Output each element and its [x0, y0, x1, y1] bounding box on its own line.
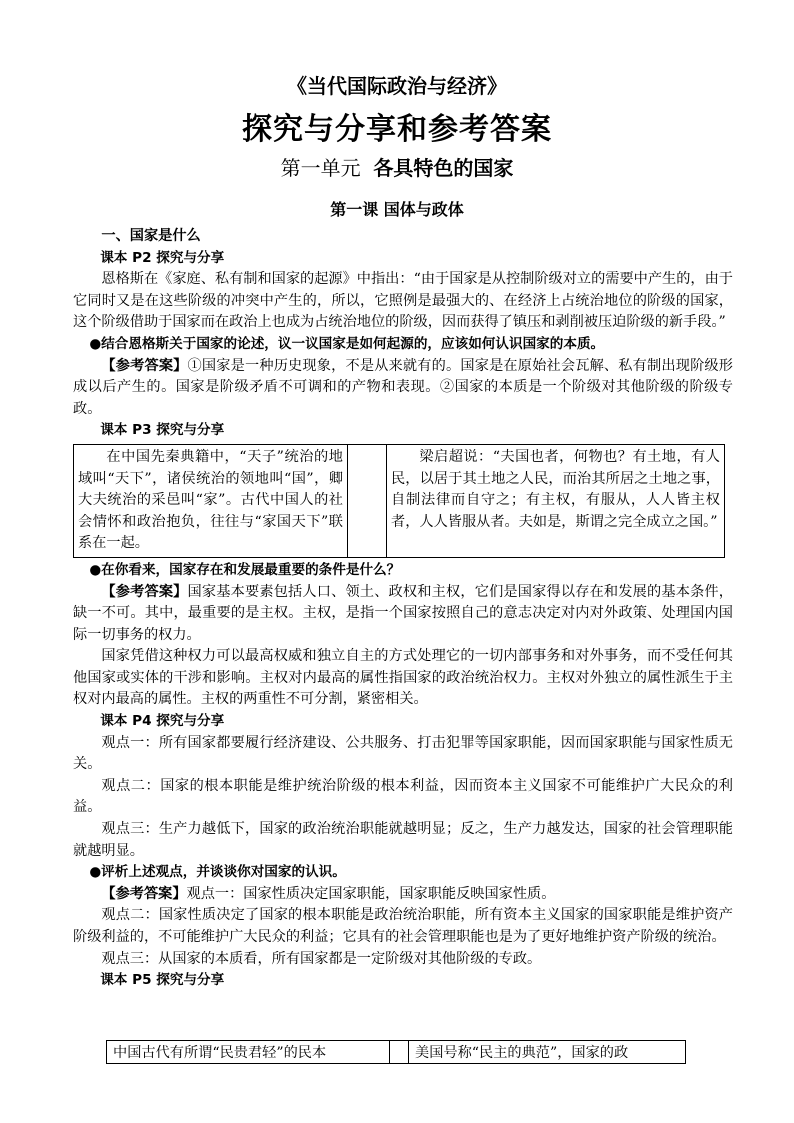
p5-heading: 课本 P5 探究与分享 — [100, 972, 225, 989]
p4-answer-2: 观点二：国家性质决定了国家的根本职能是政治统治职能，所有资本主义国家的国家职能是维护资产阶级利益的，不可能维护广大民众的利益；它具有的社会管理职能也是为了更好地维护资产阶级的统治。 — [73, 907, 733, 945]
table-spacer — [348, 444, 387, 557]
answer-tag: 【参考答案】 — [101, 357, 188, 374]
book-title: 《当代国际政治与经济》 — [287, 74, 507, 98]
p3-quote-left: 在中国先秦典籍中，“天子”统治的地域叫“天下”，诸侯统治的领地叫“国”，卿大夫统治的采邑叫“家”。古代中国人的社会情怀和政治抱负，往往与“家国天下”联系在一起。 — [78, 448, 343, 552]
p2-heading: 课本 P2 探究与分享 — [100, 249, 225, 266]
section-heading: 一、国家是什么 — [101, 228, 201, 244]
document-body — [73, 226, 733, 992]
p3-answer-2: 国家凭借这种权力可以最高权威和独立自主的方式处理它的一切内部事务和对外事务，而不受任何其他国家或实体的干涉和影响。主权对内最高的属性指国家的政治统治权力。主权对外独立的属性派生于主权对内最高的属性。主权的两重性不可分割，紧密相关。 — [73, 648, 733, 708]
p3-quote-table — [73, 444, 725, 558]
p4-view-2: 观点二：国家的根本职能是维护统治阶级的根本利益，因而资本主义国家不可能维护广大民众的利益。 — [73, 777, 733, 816]
answer-tag: 【参考答案】 — [101, 885, 187, 902]
p3-quote-left-cell — [74, 444, 348, 557]
p4-view-1: 观点一：所有国家都要履行经济建设、公共服务、打击犯罪等国家职能，因而国家职能与国家性质无关。 — [73, 734, 733, 773]
p4-question: ●评析上述观点，并谈谈你对国家的认识。 — [89, 864, 346, 881]
answer-text: 国家基本要素包括人口、领土、政权和主权，它们是国家得以存在和发展的基本条件，缺一不可。其中，最重要的是主权。主权，是指一个国家按照自己的意志决定对内对外政策、处理国内国际一切事务的权力。 — [73, 583, 733, 643]
answer-text: 观点一：国家性质决定国家职能，国家职能反映国家性质。 — [186, 885, 556, 902]
p5-quote-right: 美国号称“民主的典范”，国家的政 — [409, 1041, 686, 1064]
unit-name: 各具特色的国家 — [373, 156, 514, 180]
unit-number: 第一单元 — [280, 156, 361, 180]
unit-title — [0, 152, 794, 181]
p3-answer-1 — [73, 582, 733, 647]
p5-quote-table — [106, 1040, 686, 1064]
p3-quote-right: 梁启超说：“夫国也者，何物也？有土地，有人民，以居于其土地之人民，而治其所居之土地之事，自制法律而自守之；有主权，有服从，人人皆主权者，人人皆服从者。夫如是，斯谓之完全成立之国。” — [391, 448, 720, 530]
answer-tag: 【参考答案】 — [101, 583, 188, 600]
p4-heading: 课本 P4 探究与分享 — [100, 713, 225, 730]
answer-text: ①国家是一种历史现象，不是从来就有的。国家是在原始社会瓦解、私有制出现阶级形成以后产生的。国家是阶级矛盾不可调和的产物和表现。②国家的本质是一个阶级对其他阶级的阶级专政。 — [73, 357, 733, 417]
p4-answer-3: 观点三：从国家的本质看，所有国家都是一定阶级对其他阶级的专政。 — [101, 950, 542, 967]
p3-heading: 课本 P3 探究与分享 — [100, 422, 225, 439]
p2-answer — [73, 356, 733, 421]
p3-question: ●在你看来，国家存在和发展最重要的条件是什么？ — [89, 561, 401, 578]
document-title: 探究与分享和参考答案 — [242, 112, 552, 147]
p4-answer-1 — [73, 884, 733, 906]
p4-view-3: 观点三：生产力越低下，国家的政治统治职能就越明显；反之，生产力越发达，国家的社会管理职能就越明显。 — [73, 821, 733, 859]
table-spacer — [390, 1041, 409, 1064]
p3-quote-right-cell — [387, 444, 725, 557]
p2-quote: 恩格斯在《家庭、私有制和国家的起源》中指出：“由于国家是从控制阶级对立的需要中产生的，由于它同时又是在这些阶级的冲突中产生的，所以，它照例是最强大的、在经济上占统治地位的阶级的国家，这个阶级借助于国家而在政治上也成为占统治地位的阶级，因而获得了镇压和剥削被压迫阶级的新手段。” — [73, 271, 733, 331]
lesson-title: 第一课 国体与政体 — [330, 200, 464, 219]
p2-question: ●结合恩格斯关于国家的论述，议一议国家是如何起源的，应该如何认识国家的本质。 — [89, 335, 605, 352]
p5-quote-left: 中国古代有所谓“民贵君轻”的民本 — [107, 1041, 390, 1064]
